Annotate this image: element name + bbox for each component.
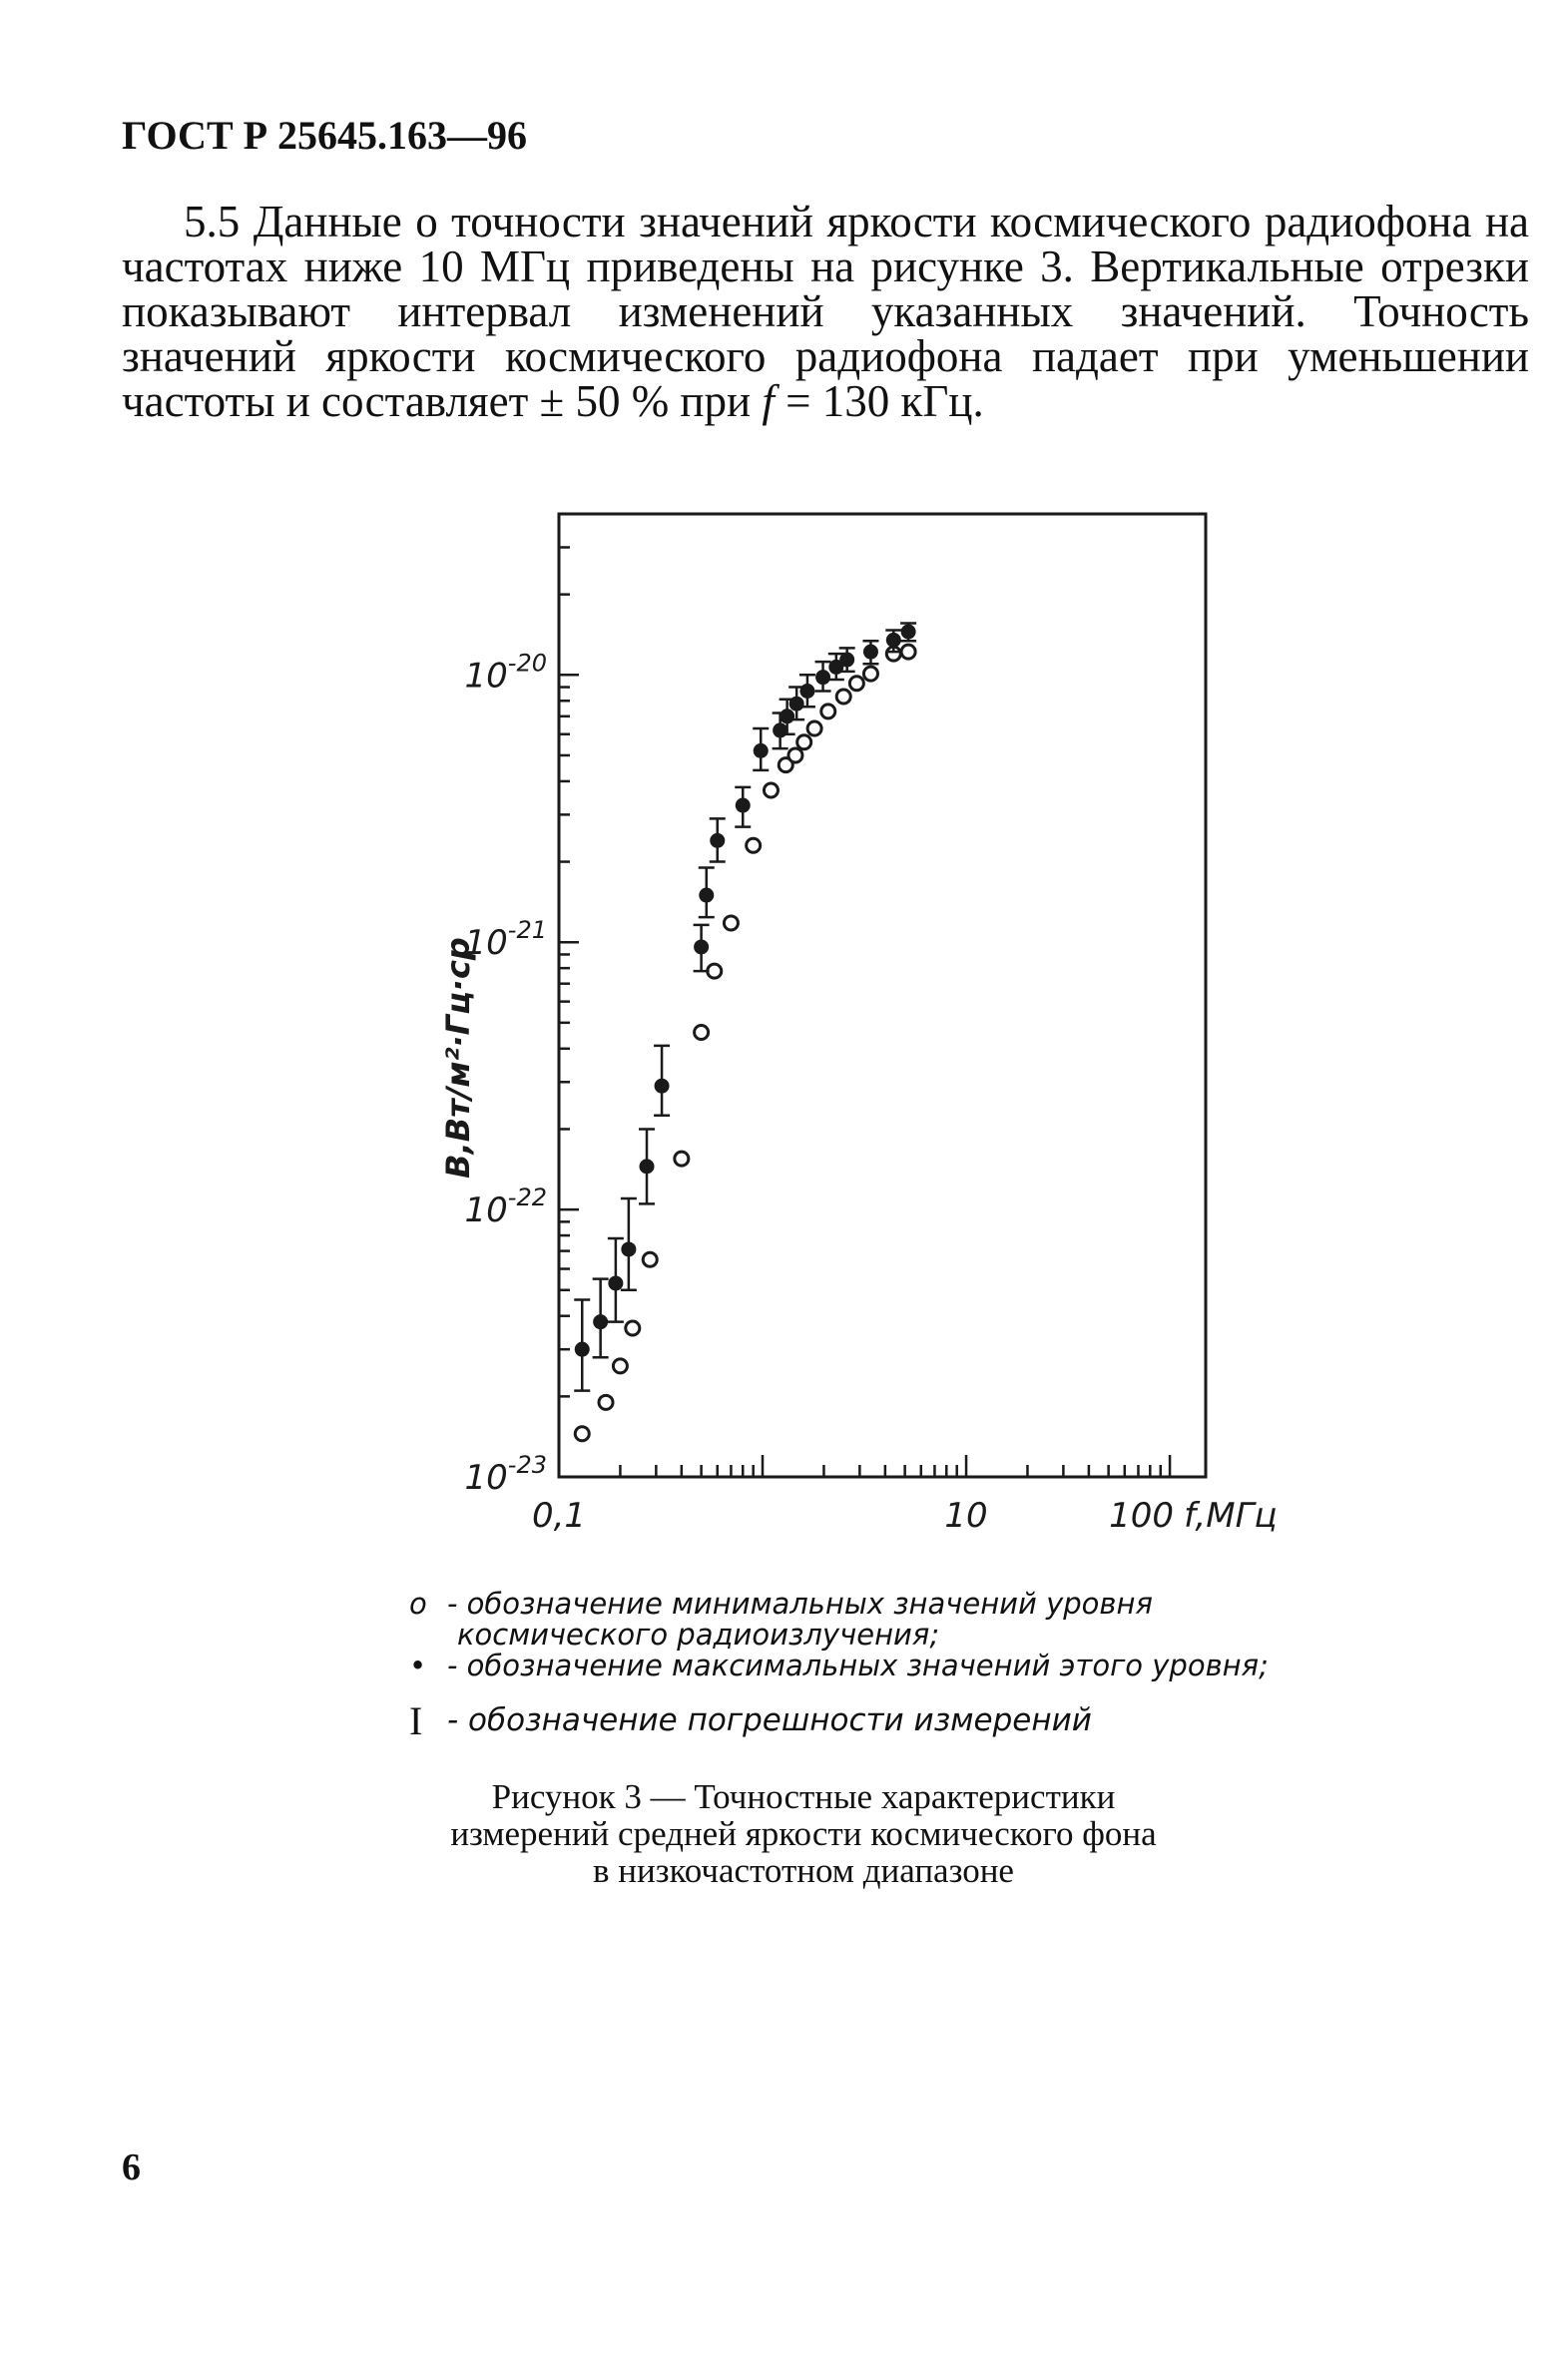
- paragraph-text-start: 5.5 Данные о точности значений яркости космического радиофона на частотах ниже 10 МГц приведены на рисунке 3. Вертикальные отрезки показывают интервал изменений указанных значений. Точность значений яркости космического радиофона падает при уменьшении частоты и составляет ± 50 % при: [122, 197, 1529, 426]
- error-bar-symbol: I: [409, 1698, 423, 1743]
- y-tick-exponent: -23: [507, 1451, 547, 1479]
- max-value-point: [780, 709, 794, 723]
- caption-line-2: измерений средней яркости космического фона: [450, 1814, 1157, 1853]
- min-value-point: [613, 1359, 627, 1373]
- legend-min-text: - обозначение минимальных значений уровня: [447, 1587, 1153, 1621]
- max-value-point: [608, 1275, 623, 1290]
- max-value-point: [694, 939, 709, 954]
- min-value-point: [747, 838, 761, 852]
- min-value-point: [807, 721, 821, 735]
- min-value-point: [836, 690, 850, 704]
- min-value-point: [708, 964, 722, 978]
- x-axis-label: f,МГц: [1184, 1496, 1278, 1536]
- max-value-point: [640, 1159, 655, 1174]
- min-value-point: [788, 748, 802, 762]
- min-value-point: [821, 705, 835, 718]
- y-tick-base: 10: [464, 1458, 508, 1498]
- document-header: ГОСТ Р 25645.163—96: [122, 113, 528, 158]
- max-value-point: [575, 1342, 590, 1357]
- page-number: 6: [122, 2146, 141, 2188]
- variable-f: f: [762, 376, 775, 426]
- caption-line-1: Рисунок 3 — Точностные характеристики: [491, 1777, 1116, 1816]
- legend-error: [409, 1698, 1269, 1743]
- x-tick-label: 0,1: [531, 1496, 587, 1536]
- min-value-point: [901, 645, 915, 659]
- chart-ticks: [559, 514, 1170, 1477]
- legend-min-text-cont: космического радиоизлучения;: [457, 1618, 940, 1652]
- figure-caption: [379, 1778, 1228, 1889]
- min-value-point: [643, 1252, 657, 1266]
- min-value-point: [626, 1321, 640, 1335]
- legend-max-values: [409, 1651, 1269, 1681]
- x-tick-label: 10: [944, 1496, 988, 1536]
- min-value-point: [863, 667, 877, 681]
- y-tick-label: [465, 649, 547, 696]
- filled-circle-symbol: •: [409, 1649, 427, 1682]
- x-tick-label: 100: [1109, 1496, 1175, 1536]
- min-value-point: [695, 1026, 709, 1040]
- max-value-point: [799, 684, 814, 699]
- max-value-point: [736, 798, 751, 813]
- legend-min-values-cont: [409, 1620, 1269, 1651]
- max-value-point: [886, 633, 901, 648]
- plot-frame: [559, 514, 1206, 1477]
- legend-error-text: - обозначение погрешности измерений: [447, 1702, 1092, 1738]
- y-tick-base: 10: [464, 656, 508, 697]
- max-value-point: [839, 653, 854, 668]
- paragraph-text-end: = 130 кГц.: [774, 376, 984, 426]
- caption-line-3: в низкочастотном диапазоне: [593, 1851, 1014, 1890]
- min-value-point: [764, 783, 778, 797]
- legend-max-text: - обозначение максимальных значений этого уровня;: [447, 1649, 1269, 1682]
- y-tick-label: [465, 1184, 547, 1230]
- legend-min-values: [409, 1589, 1269, 1620]
- y-tick-label: [465, 1451, 547, 1498]
- y-tick-exponent: -21: [507, 916, 547, 945]
- y-tick-exponent: -22: [507, 1184, 547, 1212]
- max-value-point: [815, 670, 830, 685]
- y-tick-base: 10: [464, 1190, 508, 1231]
- max-value-point: [699, 888, 714, 903]
- chart-marks: [574, 624, 916, 1441]
- max-value-point: [593, 1314, 608, 1329]
- max-value-point: [863, 645, 878, 660]
- y-axis-label: B,Вт/м²·Гц·ср: [439, 937, 477, 1179]
- min-value-point: [675, 1152, 689, 1166]
- max-value-point: [621, 1241, 636, 1256]
- max-value-point: [710, 833, 725, 848]
- min-value-point: [797, 735, 811, 749]
- figure-legend: [409, 1587, 1269, 1743]
- min-value-point: [575, 1427, 589, 1441]
- min-value-point: [599, 1395, 613, 1409]
- max-value-point: [901, 625, 916, 640]
- max-value-point: [773, 722, 787, 737]
- open-circle-symbol: o: [409, 1587, 427, 1621]
- min-value-point: [724, 916, 738, 930]
- max-value-point: [655, 1079, 670, 1094]
- min-value-point: [849, 677, 863, 691]
- y-tick-base: 10: [464, 923, 508, 964]
- max-value-point: [789, 697, 804, 712]
- chart-frame: [559, 514, 1206, 1477]
- max-value-point: [754, 743, 769, 758]
- y-tick-exponent: -20: [507, 649, 547, 678]
